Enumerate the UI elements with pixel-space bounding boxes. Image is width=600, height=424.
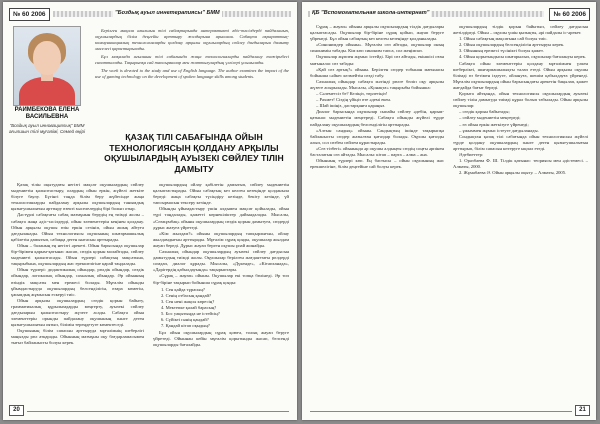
paragraph: 2. Жұмабаева Ә. Ойын арқылы оқыту. – Алматы, 2005. [459, 170, 567, 176]
author-caption [7, 107, 87, 134]
right-page-header [308, 8, 590, 20]
list-item: 6. Сүйікті пәнің қандай? [161, 317, 209, 323]
paragraph: Қазақ тілін оқытудағы негізгі мақсат оқушылардың сөйлеу мәдениетін қалыптастыру, олардың ойын еркін, жүйелі жеткізе білуге баулу. Бүгінгі таңда білім беру жүйесінде жаңа технологияларды пайдалану арқылы оқушылардың танымдық қызығушылығын арттыру өзекті мәселелердің бірі болып отыр. [11, 182, 144, 212]
left-column-1 [11, 182, 144, 404]
page-number: 20 [9, 405, 24, 416]
paragraph: Әдебиеттер: [459, 151, 484, 157]
paragraph: 4. Ойын қорытындысы шығарылып, оқушылар бағалануы керек. [459, 54, 587, 60]
paragraph: Ойын түрлері: дидактикалық ойындар, рөлдік ойындар, сөздік ойындар, логикалық ойындар, сахналық ойындар. Әр ойынның өзіндік мақсаты мен ережесі болады. Мұғалім ойынды ұйымдастыруда оқушылардың белсенділігін, өзара көмегін, ұжымдық жұмысын ескеруі тиіс. [11, 267, 144, 297]
paragraph: Ойынды ұйымдастыру үшін алдымен мақсат қойылады, ойын түрі таңдалады, қажетті көрнекіліктер дайындалады. Мысалы, «Сөзжұмбақ» ойыны оқушылардың сөздік қорын дамытуға, сөздерді дұрыс жазуға үйретеді. [153, 206, 289, 230]
paragraph: Диалог барысында оқушылар сыпайы сөйлеу әдебін, қарым-қатынас мәдениетін меңгереді. Сабақта ойынды жүйелі түрде пайдалану оқушылардың белсенділігін арттырады. [310, 109, 444, 127]
paragraph: – сөйлеу мәдениетін меңгереді; [459, 115, 521, 121]
article-title: ҚАЗАҚ ТІЛІ САБАҒЫНДА ОЙЫН ТЕХНОЛОГИЯСЫН ҚОЛДАНУ АРҚЫЛЫ ОҚУШЫЛАРДЫҢ АУЫЗЕКІ СӨЙЛЕУ ТІЛІН ДАМЫТУ [104, 132, 284, 174]
list-item: 7. Қандай кітап оқыдың? [161, 323, 210, 329]
page-number: 21 [575, 405, 590, 416]
paragraph: «Қай сөз артық?» ойыны. Берілген сөздер тобынан мағынасы бойынша сәйкес келмейтін сөзді табу. [310, 66, 444, 78]
annotation-paragraph: The work is devoted to the study and use of English language. The author examines the impact of the use of gaming technology on the development of spoken language skills among students. [95, 68, 289, 79]
paragraph: «Сөз тізбегі» ойынында әр оқушы алдыңғы сөздің соңғы әрпінен басталатын сөз айтады. Мысалы: кітап – парта – алма – ана. [310, 145, 444, 157]
footer-rule [27, 411, 289, 412]
question-list [153, 287, 289, 330]
paragraph: Сахналық ойындар сабақта мәтінді рөлге бөліп оқу арқылы жүзеге асырылады. Мысалы, «Қонақта» тақырыбы бойынша: [310, 78, 444, 90]
issue-number: № 60 2006 [9, 8, 50, 21]
list-item: 3. Сен нені жақсы көресің? [161, 298, 215, 304]
annotation-paragraph: Берілген мақала ағылшын тілі сабақтарында интерактивті әдіс-тәсілдерді пайдаланып, оқушылардың білім деңгейін арттыру жолдарына арналған. Сабақта ақпараттық-коммуникациялық технологияларды қолдану арқылы оқушылардың сөйлеу дағдыларын дамыту мәселесі қарастырылады. [95, 28, 289, 51]
paragraph: 3. Ойынның ережесі түсінікті болуы қажет. [459, 48, 544, 54]
paragraph: «Кім жылдам?» ойыны оқушылардың тапқырлығын, ойлау жылдамдығын арттырады. Мұғалім сұрақ қояды, оқушылар жылдам жауап береді. Дұрыс жауап берген оқушы ұпай жинайды. [153, 230, 289, 248]
paragraph: Дәстүрлі сабақтағы сабақ мазмұнын берудің ең тиімді жолы – сабақта жаңа әдіс-тәсілдерді, ойын элементтерін кеңінен қолдану. Ойын арқылы оқушы өзін еркін сезініп, ойын ашық айтуға дағдыланады. Ойын технологиясы оқушының шығармашылық қабілетін дамытып, сабаққа деген ынтасын арттырады. [11, 212, 144, 242]
annotation-paragraph: Бұл мақалада ағылшын тілі сабағында жаңа технологияларды пайдалану тәжірибесі сипатталады. Тақырыпқа сай тапсырмалар мен жаттығулардың үлгілері ұсынылады. [95, 54, 289, 65]
left-column-2 [153, 182, 289, 404]
list-item: 2. Сенің отбасың қандай? [161, 292, 212, 298]
paragraph: – Шай ішіңіз, дастарқанға қараңыз. [316, 103, 386, 109]
paragraph: 2. Ойын оқушылардың белсенділігін арттыруы керек. [459, 42, 565, 48]
right-page [302, 2, 596, 420]
paragraph: Бұл ойын оқушылардың сұрақ қоюға, толық жауап беруге үйретеді. Ойыннан кейін мұғалім қорытынды жасап, белсенді оқушыларды бағалайды. [153, 330, 289, 348]
paragraph: – ұжыммен жұмыс істеуге дағдыланады. [459, 127, 539, 133]
paragraph: Сабақта ойын элементтерін қолдану мұғалімнен үлкен шеберлікті, шығармашылықты талап етеді. Ойын арқылы оқушы білімді өз бетімен іздеуге, ойлануға, шешім қабылдауға үйренеді. Мұғалім оқушылардың ойын барысындағы әрекетін бақылап, қажет жағдайда бағыт береді. [453, 60, 588, 90]
paragraph: «Сұрақ – жауап» ойыны. Оқушылар екі топқа бөлінеді. Әр топ бір-біріне тақырып бойынша сұрақ қояды: [153, 273, 289, 285]
paragraph: Оқушының білім сапасын арттыруда мұғалімнің шеберлігі маңызды рөл атқарады. Ойынның мазмұны оқу бағдарламасымен тығыз байланысты болуы керек. [11, 328, 144, 346]
paragraph: «Алтын сандық» ойыны. Сандықтың ішінде тақырыпқа байланысты сөздер жазылған қағаздар болады. Оқушы қағазды алып, сол сөзбен сөйлем құрастырады. [310, 127, 444, 145]
issue-number: № 60 2006 [549, 8, 590, 21]
list-item: 5. Бос уақытыңда не істейсің? [161, 310, 220, 316]
paragraph: оқушылардың ойлау қабілетін дамытып, сөйлеу мәдениетін қалыптастырады. Ойын сабақтың кез келген кезеңінде қолданыла береді: жаңа сабақты түсіндіру кезінде, бекіту кезінде, үй тапсырмасын тексеру кезінде. [153, 182, 289, 206]
paragraph: – Рахмет! Сіздің үйіңіз өте әдемі екен. [316, 97, 392, 103]
paragraph: – Сәлеметсіз бе? Келіңіз, төрлетіңіз! [316, 91, 388, 97]
annotation [95, 28, 289, 82]
paragraph: Сұрақ – жауап» ойыны арқылы оқушылардың тілдік дағдылары қалыптасады. Оқушылар бір-біріне сұрақ қойып, жауап беруге үйренеді. Бұл ойын сабақтың кез келген кезеңінде қолданылады. [310, 24, 444, 42]
list-item: 1. Сен қайда тұрасың? [161, 286, 205, 292]
paragraph: Оқушылар жұппен жұмыс істейді. Бірі сөз айтады, екіншісі оған мағыналас сөз табады: [310, 54, 444, 66]
paragraph: оқушылардың тілдік қорын байытып, сөйлеу дағдысын жетілдіреді. Ойын – оқушы үшін қызықты, әрі пайдалы іс-әрекет. [453, 24, 588, 36]
footer-rule [310, 411, 572, 412]
running-title: ҚБ "Вспомогательная школа-интернат" [312, 10, 430, 16]
paragraph: Ойынның түрлері көп. Ең бастысы – ойын оқушының жас ерекшелігіне, білім деңгейіне сай болуы керек. [310, 158, 444, 170]
paragraph: – өз ойын еркін жеткізуге үйренеді; [459, 121, 529, 127]
right-column-2 [453, 24, 588, 406]
list-item: 4. Мектепке қалай барасың? [161, 304, 217, 310]
paragraph: – сөздік қорын байытады; [459, 109, 510, 115]
paragraph: «Синонимдер ойыны». Мұғалім сөз айтады, оқушылар оның синонимін табады. Кім көп синоним тапса, сол жеңімпаз. [310, 42, 444, 54]
paragraph: Қорыта айтқанда, ойын технологиясы оқушылардың ауызекі сөйлеу тілін дамытуда тиімді құрал болып табылады. Ойын арқылы оқушылар: [453, 91, 588, 109]
author-name: РАИМБЕКОВА ЕЛЕНА ВАСИЛЬЕВНА [14, 107, 80, 120]
paragraph: Сондықтан қазақ тілі сабағында ойын технологиясын жүйелі түрде қолдану оқушылардың пәнге деген қызығушылығын арттырып, білім сапасын көтеруге ықпал етеді. [453, 133, 588, 151]
right-column-1 [310, 24, 444, 406]
paragraph: Ойын арқылы оқушылардың сөздік қорын байыту, грамматикалық құрылымдарды меңгерту, ауызекі сөйлеу дағдыларын қалыптастыру жүзеге асады. Сабақта ойын элементтерін орынды пайдалану оқушының пәнге деген қызығушылығын оятып, білімін тереңдетуге көмектеседі. [11, 297, 144, 328]
left-page [3, 2, 297, 420]
paragraph: 1. Оразбаева Ф. Ш. Тілдік қатынас: теориясы мен әдістемесі. – Алматы, 2000. [453, 158, 588, 170]
left-page-header [9, 8, 291, 20]
paragraph: Сахналық ойындар оқушылардың ауызекі сөйлеу дағдысын дамытудың тиімді жолы. Оқушылар берілген жағдаяттағы рөлдерді сомдап, диалог құрады. Мысалы, «Дүкенде», «Кітапханада», «Дәрігердің қабылдауында» тақырыптары. [153, 249, 289, 273]
author-photo [13, 26, 81, 106]
running-title: "Боздық ауыл иннетерапиясы" БММ [115, 10, 220, 16]
paragraph: Ойын – баланың ең негізгі әрекеті. Ойын барысында оқушылар бір-бірімен қарым-қатынас жасап, сөздік қорын молайтады, сөйлеу мәдениеті қалыптасады. Ойын түрлері сабақтың мақсатына, тақырыбына, оқушылардың жас ерекшелігіне қарай таңдалады. [11, 242, 144, 267]
author-role: "Боздық ауыл инновациялық" БММ ағылшын тілі мұғалімі, Семей өңірі [8, 123, 86, 134]
paragraph: 1. Ойын сабақтың мақсатына сай болуы тиіс. [459, 36, 548, 42]
